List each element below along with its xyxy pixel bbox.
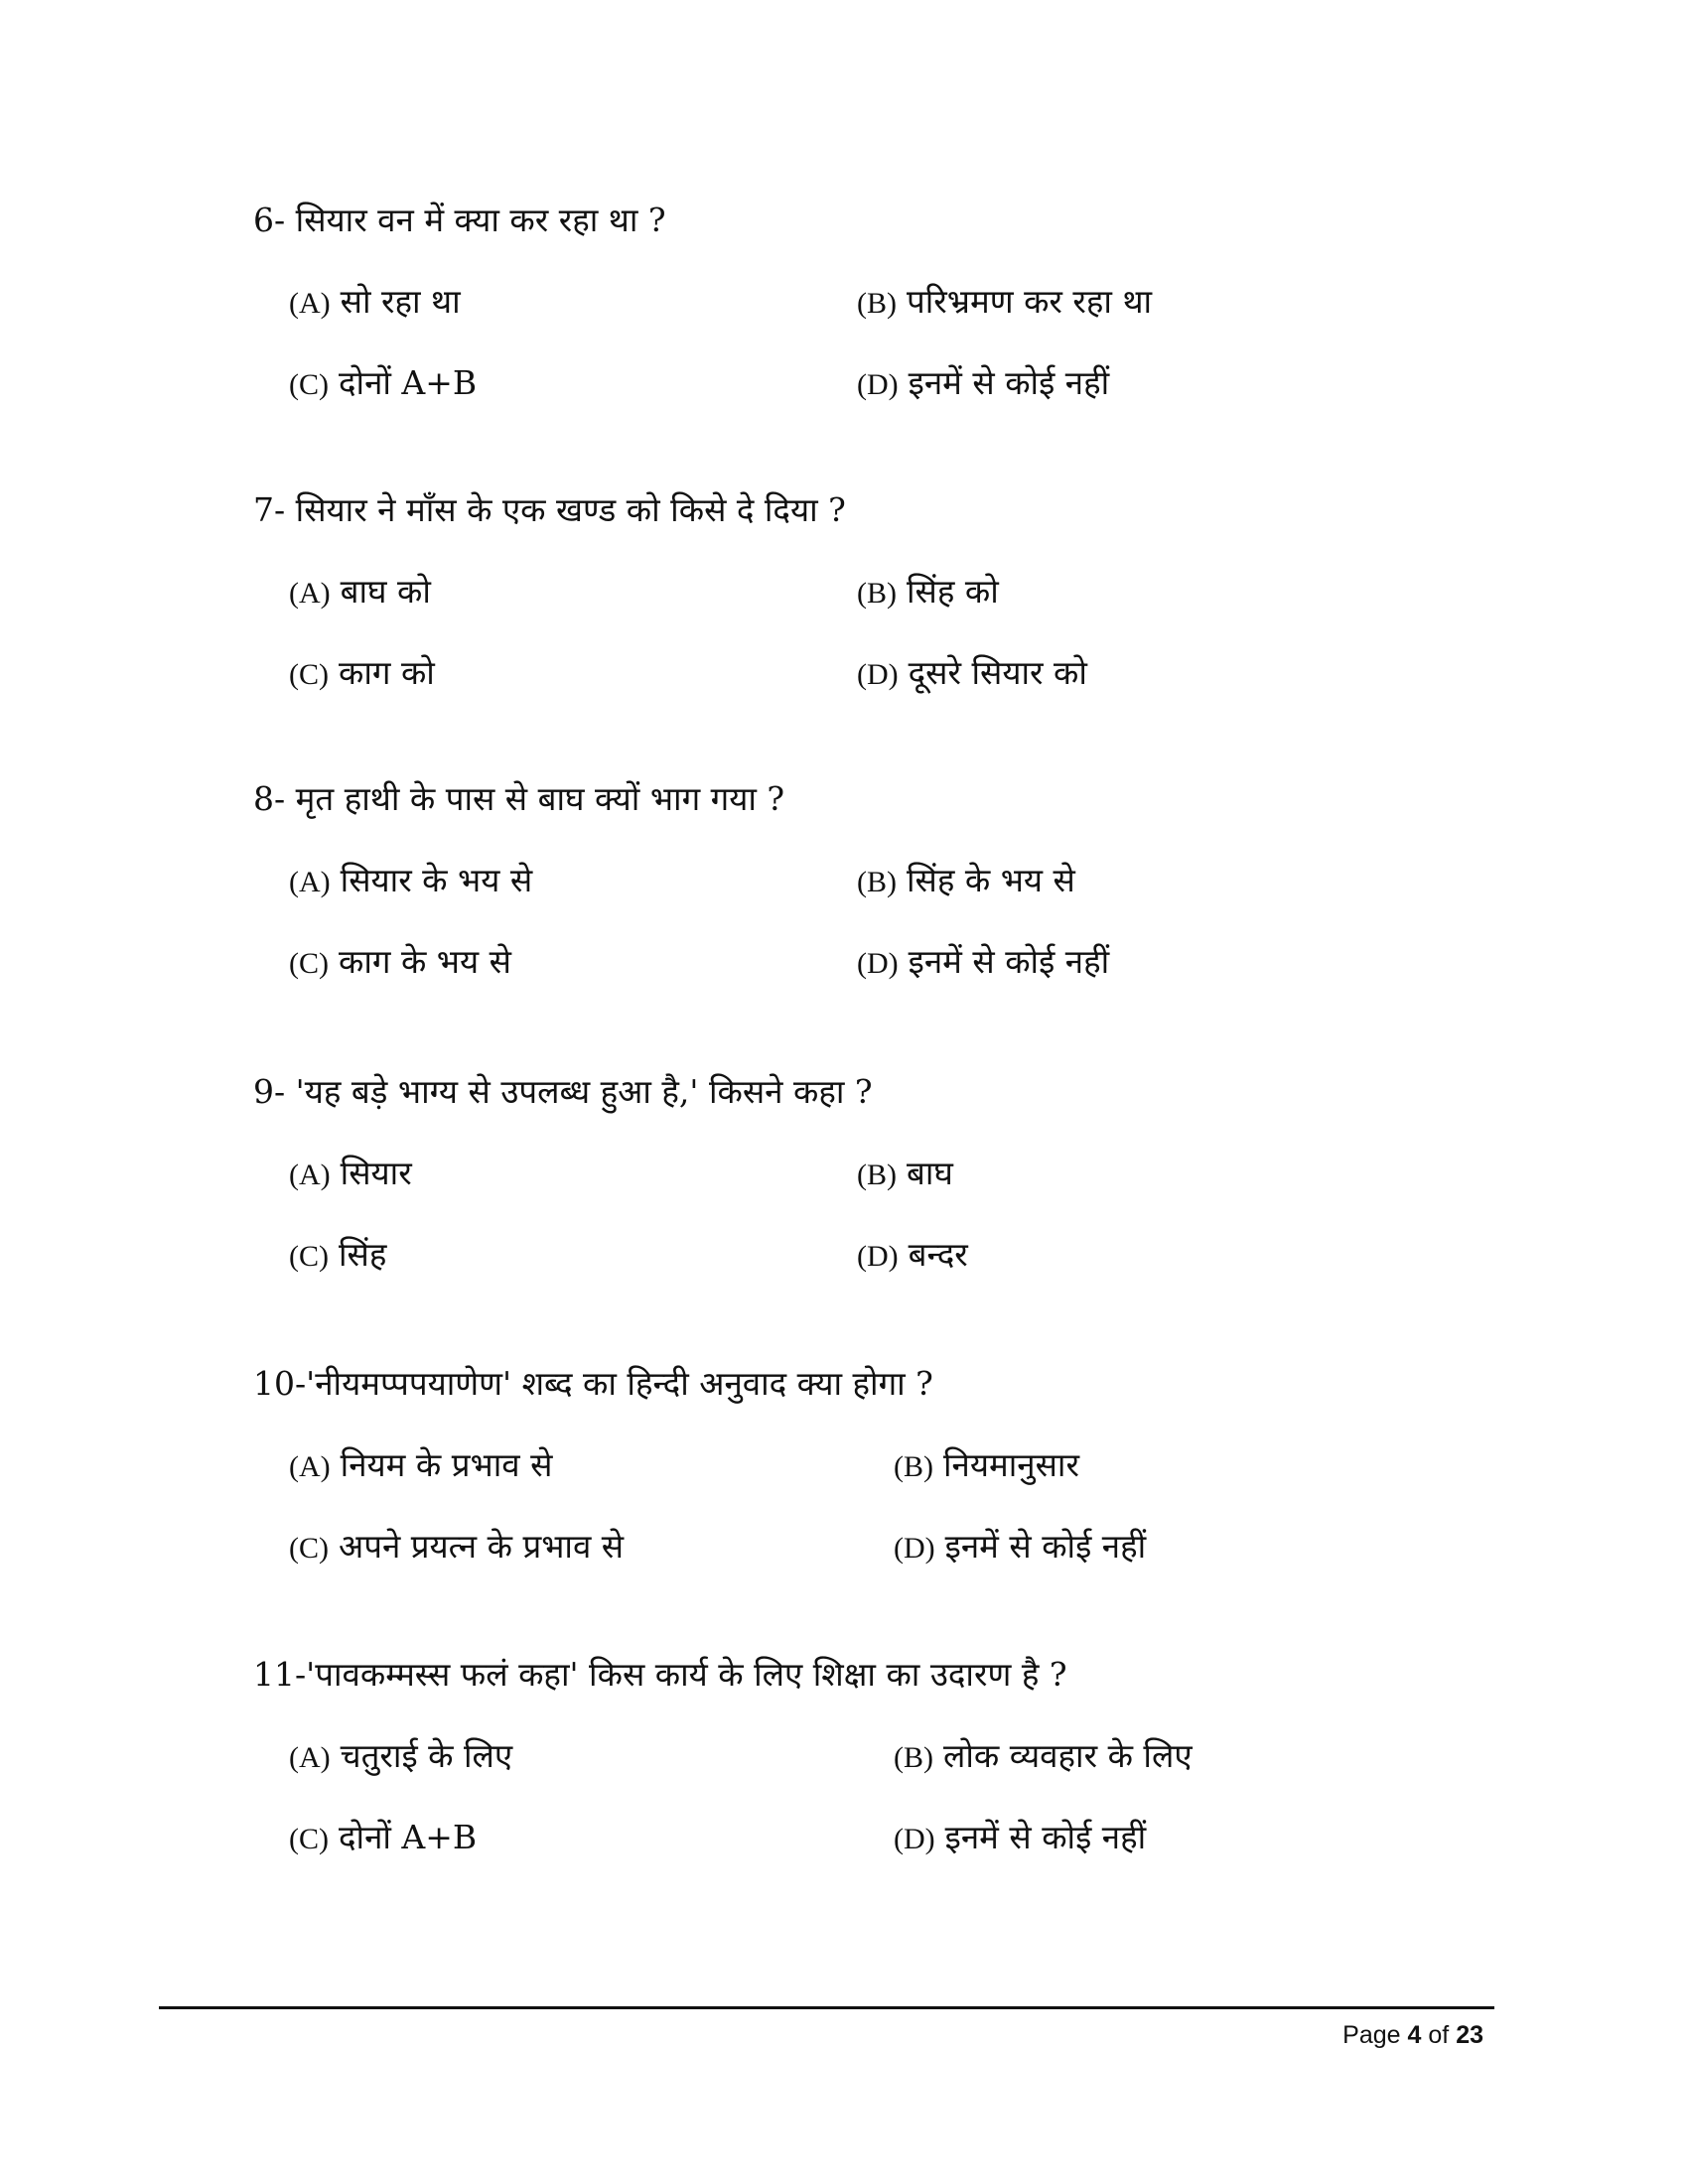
option-letter: (D)	[857, 947, 899, 980]
option-b	[894, 1443, 1079, 1489]
question-7	[253, 488, 1494, 695]
footer-divider	[159, 2006, 1494, 2009]
option-letter: (B)	[894, 1741, 933, 1774]
page-footer	[1342, 2019, 1483, 2051]
question-8	[253, 777, 1494, 984]
option-text: दूसरे सियार को	[908, 653, 1087, 692]
option-c	[289, 1233, 386, 1279]
option-d	[857, 940, 1109, 986]
question-number: 9-	[253, 1072, 286, 1111]
option-text: चतुराई के लिए	[340, 1736, 513, 1775]
option-text: इनमें से कोई नहीं	[944, 1527, 1147, 1566]
option-b	[857, 859, 1075, 904]
option-row	[253, 1816, 1494, 1859]
option-letter: (A)	[289, 577, 331, 610]
option-letter: (A)	[289, 1159, 331, 1191]
option-text: नियमानुसार	[943, 1445, 1079, 1484]
question-11	[253, 1653, 1494, 1859]
option-c	[289, 1525, 624, 1570]
option-text: परिभ्रमण कर रहा था	[907, 282, 1153, 321]
option-text: दोनों A+B	[339, 363, 478, 402]
question-prompt: मृत हाथी के पास से बाघ क्यों भाग गया ?	[295, 779, 785, 818]
question-9	[253, 1070, 1494, 1277]
option-text: इनमें से कोई नहीं	[908, 363, 1110, 402]
option-b	[857, 1152, 953, 1197]
option-a	[289, 1734, 512, 1780]
total-pages-number: 23	[1456, 2021, 1483, 2049]
option-letter: (C)	[289, 368, 329, 401]
option-row	[253, 940, 1494, 984]
option-row	[253, 651, 1494, 695]
option-text: काग के भय से	[339, 942, 511, 981]
option-text: दोनों A+B	[339, 1818, 478, 1856]
option-c	[289, 361, 477, 407]
option-text: अपने प्रयत्न के प्रभाव से	[339, 1527, 625, 1566]
option-d	[857, 651, 1087, 697]
question-prompt: 'पावकम्मस्स फलं कहा' किस कार्य के लिए शिक्षा का उदारण है ?	[306, 1655, 1067, 1694]
question-text	[253, 199, 1494, 242]
option-text: सियार के भय से	[340, 861, 533, 899]
option-text: लोक व्यवहार के लिए	[943, 1736, 1193, 1775]
option-text: काग को	[339, 653, 435, 692]
option-d	[894, 1816, 1146, 1861]
question-text	[253, 1362, 1494, 1406]
option-a	[289, 859, 532, 904]
question-number: 11-	[253, 1655, 307, 1694]
option-a	[289, 280, 461, 326]
option-letter: (B)	[857, 866, 897, 898]
option-row	[253, 361, 1494, 405]
option-text: सिंह को	[907, 572, 999, 611]
option-text: सियार	[340, 1154, 412, 1192]
question-text	[253, 777, 1494, 821]
question-text	[253, 488, 1494, 532]
option-text: बन्दर	[908, 1235, 968, 1274]
question-text	[253, 1653, 1494, 1697]
option-row	[253, 1443, 1494, 1487]
question-number: 6-	[253, 201, 286, 239]
option-letter: (C)	[289, 1532, 329, 1565]
option-row	[253, 1233, 1494, 1277]
option-letter: (C)	[289, 947, 329, 980]
option-text: इनमें से कोई नहीं	[944, 1818, 1147, 1856]
option-letter: (C)	[289, 1240, 329, 1273]
option-letter: (A)	[289, 866, 331, 898]
option-letter: (B)	[894, 1450, 933, 1483]
option-text: इनमें से कोई नहीं	[908, 942, 1110, 981]
option-b	[894, 1734, 1193, 1780]
option-text: सिंह के भय से	[907, 861, 1075, 899]
option-c	[289, 651, 435, 697]
question-number: 7-	[253, 490, 286, 529]
option-text: सो रहा था	[340, 282, 461, 321]
question-prompt: 'यह बड़े भाग्य से उपलब्ध हुआ है,' किसने कहा ?	[295, 1072, 873, 1111]
option-a	[289, 1443, 552, 1489]
question-prompt: सियार ने माँस के एक खण्ड को किसे दे दिया ?	[295, 490, 846, 529]
current-page-number: 4	[1407, 2021, 1422, 2049]
option-text: सिंह	[339, 1235, 387, 1274]
option-row	[253, 1734, 1494, 1778]
question-prompt: सियार वन में क्या कर रहा था ?	[295, 201, 666, 239]
of-label: of	[1428, 2021, 1450, 2049]
option-a	[289, 570, 431, 615]
option-letter: (C)	[289, 1823, 329, 1855]
option-row	[253, 1152, 1494, 1195]
option-text: नियम के प्रभाव से	[340, 1445, 553, 1484]
option-letter: (B)	[857, 287, 897, 320]
option-d	[857, 1233, 968, 1279]
option-b	[857, 280, 1152, 326]
option-letter: (A)	[289, 1741, 331, 1774]
option-c	[289, 940, 511, 986]
option-row	[253, 1525, 1494, 1569]
option-a	[289, 1152, 412, 1197]
option-letter: (D)	[894, 1532, 935, 1565]
option-letter: (C)	[289, 658, 329, 691]
option-letter: (D)	[857, 658, 899, 691]
option-d	[857, 361, 1109, 407]
option-letter: (B)	[857, 1159, 897, 1191]
option-letter: (D)	[857, 1240, 899, 1273]
page-label: Page	[1342, 2021, 1401, 2049]
question-prompt: 'नीयमप्पपयाणेण' शब्द का हिन्दी अनुवाद क्या होगा ?	[306, 1364, 933, 1403]
option-b	[857, 570, 999, 615]
option-letter: (A)	[289, 1450, 331, 1483]
question-6	[253, 199, 1494, 405]
option-text: बाघ को	[340, 572, 431, 611]
option-letter: (D)	[857, 368, 899, 401]
option-c	[289, 1816, 477, 1861]
question-10	[253, 1362, 1494, 1569]
option-letter: (A)	[289, 287, 331, 320]
option-d	[894, 1525, 1146, 1570]
option-row	[253, 280, 1494, 324]
question-number: 10-	[253, 1364, 307, 1403]
option-row	[253, 859, 1494, 902]
option-letter: (B)	[857, 577, 897, 610]
option-row	[253, 570, 1494, 614]
question-text	[253, 1070, 1494, 1114]
question-number: 8-	[253, 779, 286, 818]
option-letter: (D)	[894, 1823, 935, 1855]
option-text: बाघ	[907, 1154, 953, 1192]
